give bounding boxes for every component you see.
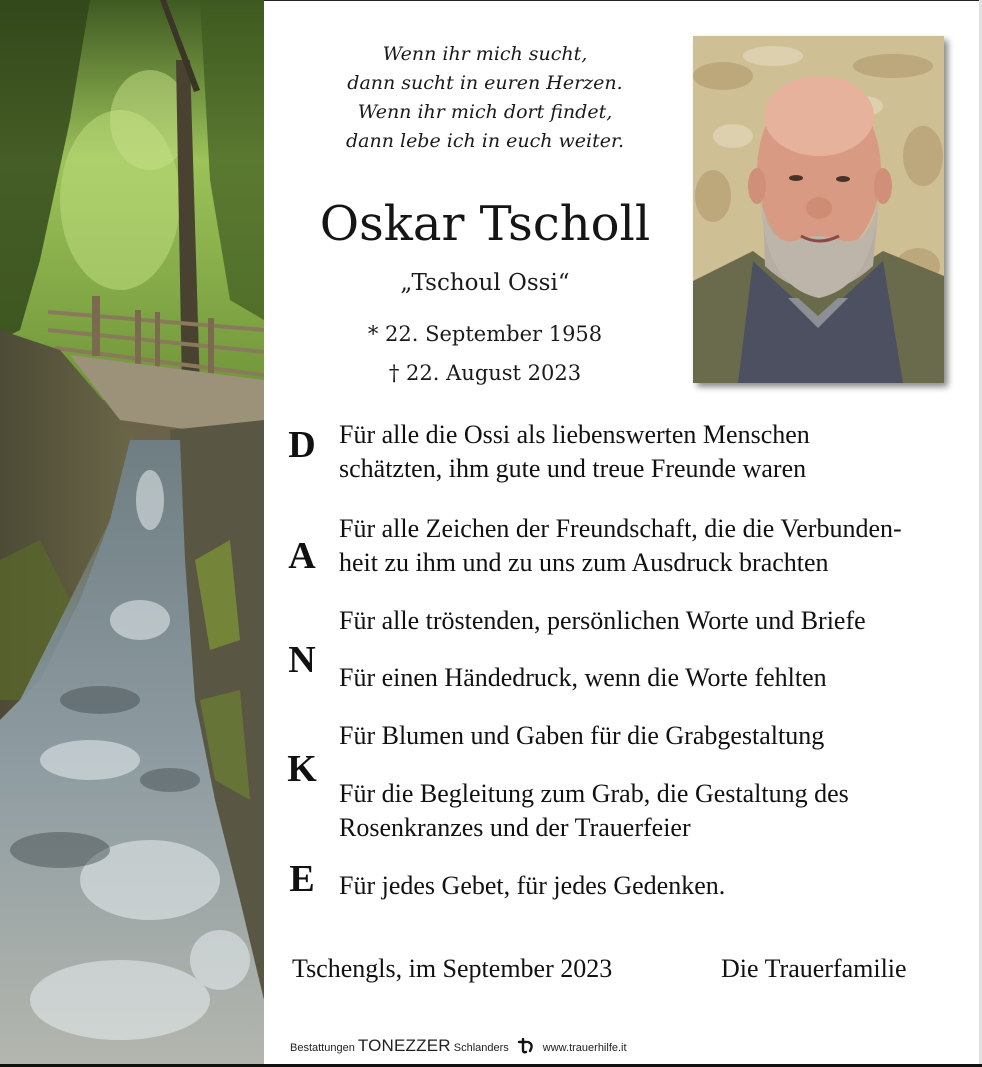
footer-town: Schlanders [453,1042,509,1054]
footer-brand: TONEZZER [357,1036,451,1055]
place-date: Tschengls, im September 2023 [292,954,613,983]
footer-url[interactable]: www.trauerhilfe.it [542,1042,627,1054]
thanks-line: Für alle die Ossi als liebenswerten Menschen [339,420,810,449]
funeral-home-footer [290,1035,627,1057]
poem [290,40,680,156]
thanks-line: Rosenkranzes und der Trauerfeier [339,813,691,842]
thanks-line: Für die Begleitung zum Grab, die Gestaltung des [339,779,849,808]
deceased-nickname: „Tschoul Ossi“ [400,270,570,296]
footer-prefix: Bestattungen [290,1042,355,1054]
danke-letter-n: N [288,639,316,681]
thanks-line: Für Blumen und Gaben für die Grabgestaltung [339,721,825,750]
thanks-line: Für jedes Gebet, für jedes Gedenken. [339,871,726,900]
danke-letter-e: E [289,858,315,900]
deceased-name: Oskar Tscholl [319,196,651,252]
danke-letter-d: D [288,424,316,466]
poem-line: dann lebe ich in euch weiter. [345,130,624,152]
birth-date: * 22. September 1958 [367,322,603,346]
forest-stream-photo [0,0,264,1065]
portrait-illustration [693,36,944,383]
family-signature: Die Trauerfamilie [721,954,907,983]
tonezzer-logo-icon [517,1038,535,1054]
thanks-line: heit zu ihm und zu uns zum Ausdruck brachten [339,548,829,577]
poem-line: Wenn ihr mich dort findet, [357,101,613,123]
danke-letter-a: A [288,535,316,577]
thanks-line: Für alle Zeichen der Freundschaft, die die Verbunden- [339,514,902,543]
danke-letter-k: K [287,748,317,790]
poem-line: Wenn ihr mich sucht, [382,43,588,65]
thanks-line: Für alle tröstenden, persönlichen Worte und Briefe [339,606,866,635]
forest-stream-illustration [0,0,264,1065]
thanks-line: schätzten, ihm gute und treue Freunde waren [339,454,807,483]
death-date: † 22. August 2023 [388,361,582,385]
thanks-line: Für einen Händedruck, wenn die Worte fehlten [339,663,827,692]
portrait-photo [693,36,944,383]
poem-line: dann sucht in euren Herzen. [347,72,623,94]
